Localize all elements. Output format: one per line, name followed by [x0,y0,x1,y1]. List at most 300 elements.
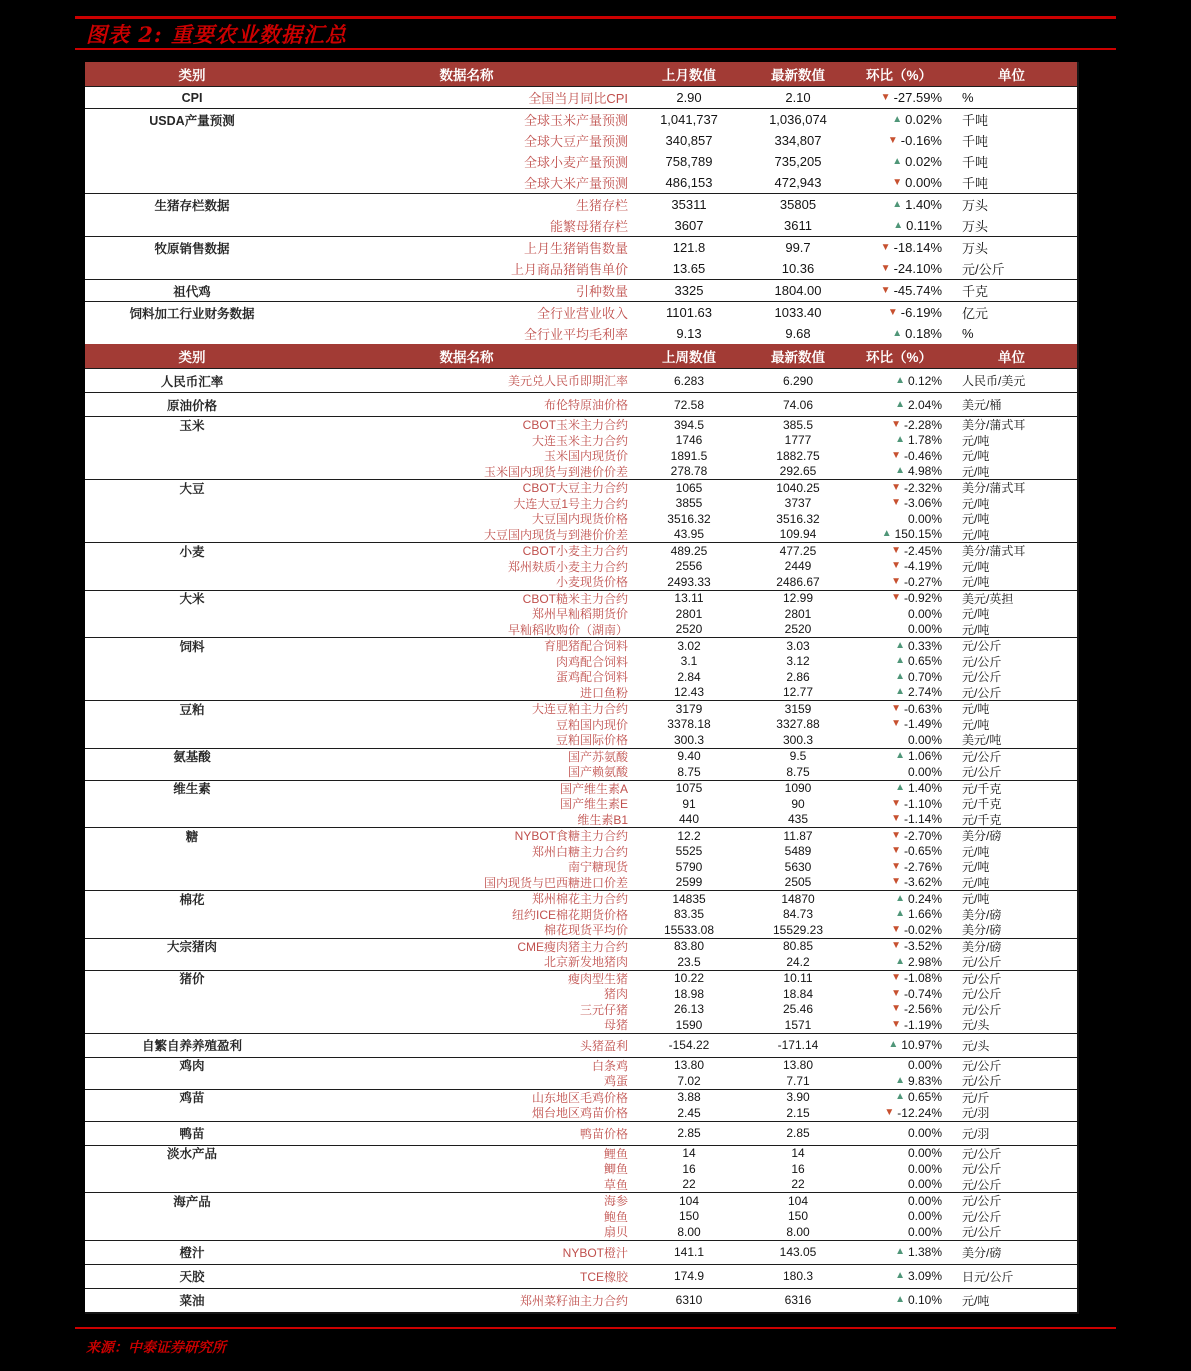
prev-value-cell: 3.02 [677,638,701,653]
unit-cell: 元/千克 [962,781,1002,796]
prev-value-cell: 1065 [675,480,703,495]
category-cell: 橙汁 [179,1246,205,1260]
change-value: 1.38% [907,1245,942,1259]
change-value: -0.65% [903,844,942,859]
category-cell: 菜油 [179,1294,205,1308]
prev-value-cell: 9.40 [677,749,701,764]
unit-cell: 元/公斤 [962,1225,1002,1240]
change-cell [852,955,946,969]
header-cell: 最新数值 [771,350,825,365]
category-cell: 维生素 [173,782,211,797]
unit-cell: 万头 [962,241,989,256]
prev-value-cell: 6.283 [673,373,705,388]
change-value: -18.14% [893,240,942,255]
category-cell: 氨基酸 [173,750,211,765]
change-value: -1.10% [903,796,942,811]
metric-name-cell: 白条鸡 [591,1058,628,1073]
latest-value-cell: 80.85 [782,939,814,954]
change-value: -0.46% [903,448,942,463]
metric-name-cell: 国产苏氨酸 [567,749,628,764]
header-cell: 数据名称 [439,68,494,83]
up-arrow-icon: ▲ [892,327,903,339]
category-cell: CPI [181,90,203,105]
down-arrow-icon: ▼ [891,575,901,587]
table-row [85,1034,1077,1057]
up-arrow-icon: ▲ [895,782,905,794]
prev-value-cell: 83.35 [673,907,705,922]
agri-data-table [85,62,1079,1314]
category-group [85,1057,1077,1089]
table-row [85,543,1077,559]
metric-name-cell: 鸭苗价格 [579,1126,628,1141]
change-value: 0.00% [907,1193,942,1208]
latest-value-cell: 25.46 [782,1002,814,1017]
category-group [85,1288,1077,1312]
category-group [85,368,1077,392]
category-cell: 大宗猪肉 [166,940,217,955]
metric-name-cell: NYBOT橙汁 [562,1245,628,1260]
header-cell: 数据名称 [439,350,494,365]
down-arrow-icon: ▼ [887,134,898,146]
unit-cell: 千吨 [962,176,989,191]
prev-value-cell: 91 [682,796,696,811]
unit-cell: 元/吨 [962,449,990,464]
latest-value-cell: 84.73 [782,907,814,922]
change-value: 4.98% [907,464,942,479]
change-value: -0.63% [903,701,942,716]
header-cell: 最新数值 [771,68,825,83]
source-note: 来源：中泰证券研究所 [86,1340,226,1356]
change-value: -24.10% [893,261,942,276]
latest-value-cell: 3.03 [786,638,810,653]
latest-value-cell: 8.00 [786,1224,810,1239]
unit-cell: 元/公斤 [962,262,1005,277]
latest-value-cell: 14 [791,1146,805,1161]
change-value: 9.83% [907,1073,942,1088]
prev-value-cell: 2.45 [677,1105,701,1120]
metric-name-cell: 进口鱼粉 [579,685,628,700]
prev-value-cell: 1075 [675,781,703,796]
metric-name-cell: 鲫鱼 [603,1162,628,1177]
down-arrow-icon: ▼ [891,544,901,556]
prev-value-cell: 15533.08 [663,922,715,937]
metric-name-cell: 海参 [603,1194,628,1209]
up-arrow-icon: ▲ [895,1091,905,1103]
header-cell: 环比（%） [865,68,932,83]
up-arrow-icon: ▲ [881,528,892,540]
change-cell [852,939,946,953]
table-row [85,1224,1077,1240]
metric-name-cell: 头猪盈利 [579,1038,628,1053]
change-value: 1.06% [907,749,942,764]
latest-value-cell: 143.05 [779,1245,817,1259]
latest-value-cell: 12.99 [782,591,814,606]
category-group [85,108,1077,193]
unit-cell: 元/公斤 [962,765,1002,780]
table-row [85,781,1077,797]
header-cell: 单位 [998,68,1025,83]
change-cell [852,685,946,699]
unit-cell: 亿元 [962,306,989,321]
metric-name-cell: 草鱼 [603,1177,628,1192]
unit-cell: 元/公斤 [962,639,1002,654]
table-row [85,237,1077,258]
prev-value-cell: 300.3 [673,732,705,747]
category-cell: 饲料加工行业财务数据 [129,306,255,321]
latest-value-cell: 7.71 [786,1073,810,1088]
table-row [85,393,1077,416]
change-value: 0.02% [905,154,942,169]
change-cell [852,418,946,432]
metric-name-cell: 大连玉米主力合约 [531,433,628,448]
table-row [85,591,1077,607]
table-row [85,417,1077,433]
table-row [85,1161,1077,1177]
change-value: 0.10% [907,1293,942,1307]
change-value: 0.11% [906,218,942,233]
metric-name-cell: 母猪 [603,1018,628,1033]
table-row [85,1122,1077,1145]
table-row [85,844,1077,860]
category-group [85,1264,1077,1288]
unit-cell: 元/公斤 [962,1177,1002,1192]
category-group [85,193,1077,236]
unit-cell: % [962,90,974,105]
table-row [85,574,1077,590]
latest-value-cell: 99.7 [785,240,811,255]
change-cell [852,559,946,573]
latest-value-cell: 90 [791,796,805,811]
change-cell [852,860,946,874]
unit-cell: 元/公斤 [962,1002,1002,1017]
table-row [85,302,1077,323]
change-value: 0.65% [907,654,942,669]
table-row [85,433,1077,449]
change-cell [852,496,946,510]
header-cell: 环比（%） [865,350,932,365]
prev-value-cell: 3179 [675,701,703,716]
change-cell [852,1162,946,1176]
prev-value-cell: -154.22 [668,1038,710,1052]
unit-cell: 万头 [962,198,989,213]
change-cell [852,1074,946,1088]
down-arrow-icon: ▼ [891,876,901,888]
prev-value-cell: 2599 [675,875,703,890]
unit-cell: 元/公斤 [962,1146,1002,1161]
unit-cell: 元/羽 [962,1106,990,1121]
change-value: -6.19% [900,305,942,320]
change-value: -1.49% [903,717,942,732]
table-row [85,891,1077,907]
metric-name-cell: 郑州麸质小麦主力合约 [507,559,628,574]
down-arrow-icon: ▼ [891,449,901,461]
down-arrow-icon: ▼ [891,972,901,984]
change-cell [852,1245,946,1259]
unit-cell: 元/公斤 [962,987,1002,1002]
up-arrow-icon: ▲ [895,374,905,386]
unit-cell: 元/公斤 [962,1194,1002,1209]
prev-value-cell: 12.43 [673,685,705,700]
figure-title: 图表 2: 重要农业数据汇总 [86,22,347,47]
category-cell: 牧原销售数据 [154,241,230,256]
change-cell [852,449,946,463]
metric-name-cell: 全球大米产量预测 [523,176,628,191]
change-value: 0.00% [907,764,942,779]
unit-cell: 元/头 [962,1018,990,1033]
weekly-section [85,368,1077,1312]
category-cell: 祖代鸡 [173,284,211,299]
up-arrow-icon: ▲ [895,465,905,477]
change-value: -0.74% [903,986,942,1001]
change-cell [852,326,946,341]
category-group [85,938,1077,970]
latest-value-cell: 14870 [781,891,815,906]
change-cell [852,305,946,320]
unit-cell: 元/公斤 [962,1209,1002,1224]
latest-value-cell: 2.85 [786,1126,810,1140]
prev-value-cell: 440 [678,812,700,827]
latest-value-cell: 435 [787,812,809,827]
unit-cell: 美元/桶 [962,398,1002,412]
down-arrow-icon: ▼ [891,481,901,493]
table-row [85,1017,1077,1033]
category-group [85,748,1077,780]
table-row [85,971,1077,987]
change-cell [852,639,946,653]
change-value: -1.08% [903,971,942,986]
table-row [85,749,1077,765]
metric-name-cell: 引种数量 [575,284,628,299]
latest-value-cell: 2520 [784,622,812,637]
change-value: 0.12% [907,373,942,388]
up-arrow-icon: ▲ [888,1039,899,1050]
header-cell: 单位 [998,350,1025,365]
up-arrow-icon: ▲ [893,219,904,231]
prev-value-cell: 1590 [675,1017,703,1032]
table-row [85,151,1077,172]
metric-name-cell: 三元仔猪 [579,1002,628,1017]
table-row [85,638,1077,654]
prev-value-cell: 3516.32 [667,511,711,526]
table-row [85,215,1077,236]
up-arrow-icon: ▲ [895,686,905,698]
metric-name-cell: 北京新发地猪肉 [543,955,628,970]
metric-name-cell: NYBOT食糖主力合约 [514,829,628,844]
prev-value-cell: 150 [678,1209,700,1224]
latest-value-cell: 5630 [784,859,812,874]
category-cell: 淡水产品 [166,1147,217,1162]
table-row [85,654,1077,670]
change-cell [852,1126,946,1140]
up-arrow-icon: ▲ [895,434,905,446]
change-cell [852,749,946,763]
unit-cell: 美元/吨 [962,733,1002,748]
header-cell: 类别 [178,350,206,365]
up-arrow-icon: ▲ [895,655,905,667]
category-group [85,827,1077,890]
down-arrow-icon: ▼ [891,718,901,730]
change-value: 10.97% [901,1038,942,1052]
change-cell [852,240,946,255]
unit-cell: 千克 [962,284,989,299]
category-group [85,637,1077,700]
category-cell: 猪价 [179,972,205,987]
down-arrow-icon: ▼ [891,418,901,430]
metric-name-cell: 纽约ICE棉花期货价格 [511,907,628,922]
change-cell [852,812,946,826]
prev-value-cell: 1746 [675,433,703,448]
up-arrow-icon: ▲ [892,113,903,125]
prev-value-cell: 2801 [675,606,703,621]
table-row [85,701,1077,717]
prev-value-cell: 3855 [675,496,703,511]
change-cell [852,197,946,212]
change-cell [852,829,946,843]
down-arrow-icon: ▼ [887,306,898,318]
down-arrow-icon: ▼ [891,592,901,604]
latest-value-cell: 18.84 [782,986,814,1001]
change-cell [852,1209,946,1223]
prev-value-cell: 83.80 [673,939,705,954]
unit-cell: 元/吨 [962,575,990,590]
header-row [85,62,1077,86]
table-row [85,323,1077,344]
metric-name-cell: 郑州菜籽油主力合约 [519,1293,628,1308]
prev-value-cell: 340,857 [665,133,713,148]
metric-name-cell: 豆粕国际价格 [555,733,628,748]
prev-value-cell: 14835 [672,891,706,906]
table-row [85,130,1077,151]
prev-value-cell: 7.02 [677,1073,701,1088]
prev-value-cell: 3607 [674,218,704,233]
down-arrow-icon: ▼ [880,241,891,253]
unit-cell: 元/吨 [962,496,990,511]
unit-cell: 元/吨 [962,1293,990,1308]
change-value: 1.40% [905,197,942,212]
table-row [85,1090,1077,1106]
prev-value-cell: 12.2 [677,828,701,843]
change-cell [852,781,946,795]
unit-cell: 元/千克 [962,812,1002,827]
latest-value-cell: -171.14 [777,1038,819,1052]
category-group [85,890,1077,938]
change-cell [852,112,946,127]
change-cell [852,398,946,412]
latest-value-cell: 16 [791,1161,805,1176]
title-bottom-rule [75,48,1116,50]
prev-value-cell: 1101.63 [665,305,713,320]
metric-name-cell: 蛋鸡配合饲料 [555,670,628,685]
change-value: -2.28% [903,417,942,432]
category-cell: 生猪存栏数据 [154,198,230,213]
table-row [85,922,1077,938]
metric-name-cell: 玉米国内现货价 [543,449,628,464]
change-value: -1.14% [903,812,942,827]
category-group [85,542,1077,590]
table-row [85,172,1077,193]
change-value: -1.19% [903,1017,942,1032]
down-arrow-icon: ▼ [891,845,901,857]
change-value: -45.74% [893,283,942,298]
change-value: 0.00% [907,1126,942,1140]
metric-name-cell: 大豆国内现货与到港价价差 [483,527,628,542]
metric-name-cell: 国产维生素E [559,797,628,812]
change-value: 0.33% [907,638,942,653]
latest-value-cell: 2.10 [785,90,811,105]
prev-value-cell: 486,153 [665,175,713,190]
metric-name-cell: 郑州白糖主力合约 [531,844,628,859]
unit-cell: % [962,326,974,341]
category-group [85,1240,1077,1264]
latest-value-cell: 180.3 [782,1269,814,1283]
unit-cell: 美分/磅 [962,923,1002,938]
prev-value-cell: 1891.5 [670,448,708,463]
change-value: 0.00% [907,622,942,637]
table-row [85,480,1077,496]
metric-name-cell: 国内现货与巴西糖进口价差 [483,875,628,890]
latest-value-cell: 1882.75 [776,448,820,463]
up-arrow-icon: ▲ [895,1246,905,1257]
latest-value-cell: 10.11 [783,971,813,986]
unit-cell: 美分/蒲式耳 [962,418,1026,433]
table-row [85,109,1077,130]
down-arrow-icon: ▼ [880,91,891,103]
metric-name-cell: 早籼稻收购价（湖南） [507,622,628,637]
down-arrow-icon: ▼ [891,923,901,935]
prev-value-cell: 8.00 [677,1224,701,1239]
change-cell [852,987,946,1001]
latest-value-cell: 22 [791,1177,805,1192]
change-value: 150.15% [894,527,942,542]
change-cell [852,1090,946,1104]
change-value: 2.74% [907,685,942,700]
metric-name-cell: 全行业平均毛利率 [523,327,628,342]
prev-value-cell: 2520 [675,622,703,637]
table-row [85,907,1077,923]
latest-value-cell: 3159 [784,701,812,716]
latest-value-cell: 3.90 [786,1090,810,1105]
metric-name-cell: 美元兑人民币即期汇率 [507,374,628,388]
header-cell: 类别 [178,68,206,83]
latest-value-cell: 1777 [784,433,812,448]
category-group [85,1192,1077,1240]
latest-value-cell: 6316 [784,1293,812,1307]
latest-value-cell: 15529.23 [772,922,824,937]
latest-value-cell: 11.87 [783,828,813,843]
metric-name-cell: 全球大豆产量预测 [523,134,628,149]
prev-value-cell: 2.84 [677,669,701,684]
change-value: 0.70% [907,669,942,684]
unit-cell: 千吨 [962,113,989,128]
table-row [85,511,1077,527]
prev-value-cell: 35311 [671,197,707,212]
latest-value-cell: 735,205 [774,154,822,169]
down-arrow-icon: ▼ [891,987,901,999]
change-value: -0.92% [903,591,942,606]
table-row [85,464,1077,480]
table-row [85,717,1077,733]
down-arrow-icon: ▼ [891,497,901,509]
change-value: 0.00% [907,1224,942,1239]
latest-value-cell: 6.290 [782,373,814,388]
change-cell [852,1194,946,1208]
change-cell [852,607,946,621]
change-cell [852,1293,946,1307]
down-arrow-icon: ▼ [891,940,901,952]
metric-name-cell: CBOT大豆主力合约 [522,481,628,496]
up-arrow-icon: ▲ [895,955,905,967]
unit-cell: 千吨 [962,134,989,149]
